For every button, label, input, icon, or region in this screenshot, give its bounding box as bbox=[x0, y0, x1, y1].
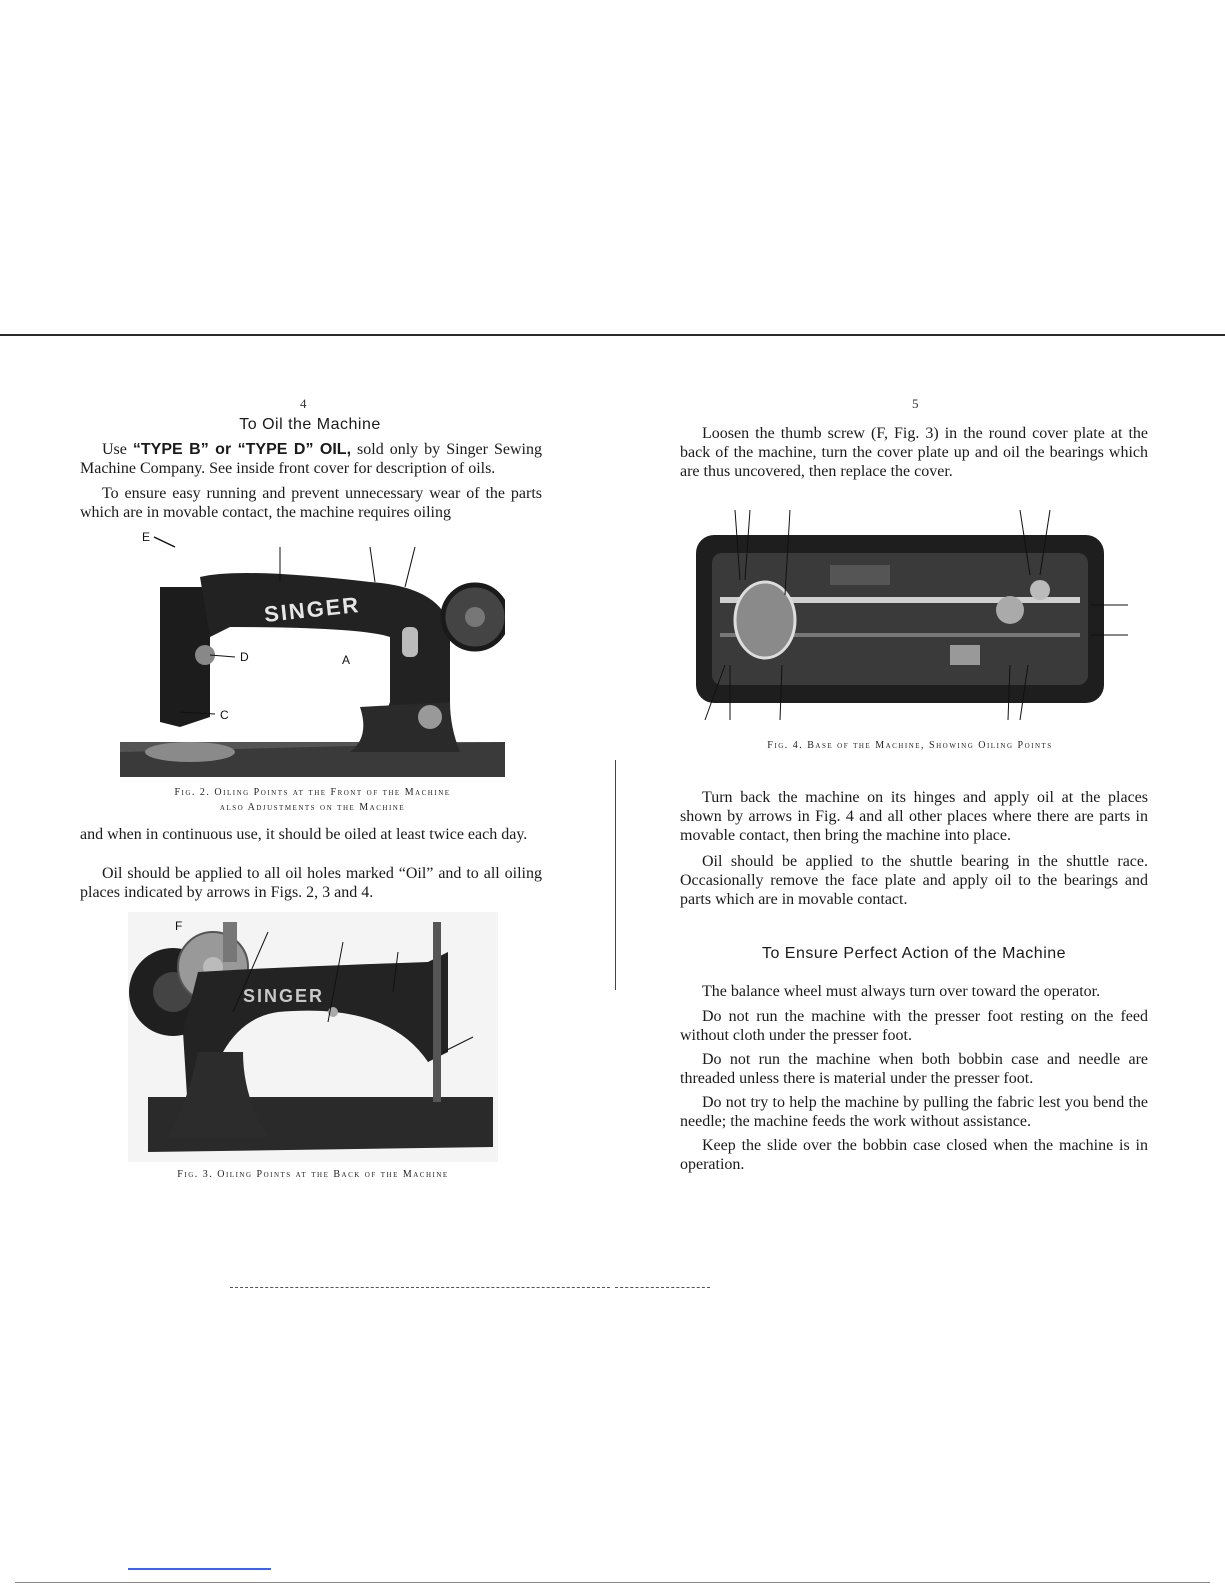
right-page-heading: To Ensure Perfect Action of the Machine bbox=[761, 945, 1067, 962]
figure-4-machine-base bbox=[690, 505, 1130, 730]
right-page-number: 5 bbox=[912, 396, 919, 411]
gutter-line bbox=[615, 760, 616, 990]
rule-pulling-fabric: Do not try to help the machine by pulling the fabric lest you bend the needle; the machine feeds the work without assistance. bbox=[680, 1094, 1148, 1130]
fig3-label-f: F bbox=[175, 919, 183, 933]
top-border-rule bbox=[0, 334, 1225, 336]
fig2-label-a: A bbox=[342, 653, 351, 667]
rule-balance-wheel: The balance wheel must always turn over toward the operator. bbox=[702, 983, 1101, 1000]
scan-smudge-right bbox=[615, 1287, 710, 1288]
fig2-label-e: E bbox=[142, 530, 151, 544]
scan-smudge-left bbox=[230, 1287, 610, 1288]
oil-holes-paragraph: Oil should be applied to all oil holes marked “Oil” and to all oiling places indicated by arrows in Figs. 2, 3 and 4. bbox=[80, 865, 542, 901]
oiling-intro-paragraph: To ensure easy running and prevent unnecessary wear of the parts which are in movable contact, the machine requires oiling bbox=[80, 485, 542, 521]
fig2-label-d: D bbox=[240, 650, 249, 664]
oil-type-rest: sold only by Singer Sewing Machine Company. See inside front cover for description of oils. bbox=[80, 441, 542, 477]
left-page-heading: To Oil the Machine bbox=[239, 416, 381, 433]
fig3-brand-logo: SINGER bbox=[243, 986, 325, 1006]
rule-threaded: Do not run the machine when both bobbin case and needle are threaded unless there is material under the presser foot. bbox=[680, 1051, 1148, 1087]
figure-3-caption: Fig. 3. Oiling Points at the Back of the Machine bbox=[177, 1169, 449, 1180]
figure-3-machine-back bbox=[128, 912, 498, 1162]
figure-2-caption-line-1: Fig. 2. Oiling Points at the Front of the Machine bbox=[174, 787, 451, 798]
fig2-brand-logo: SINGER bbox=[262, 592, 362, 627]
shuttle-bearing-paragraph: Oil should be applied to the shuttle bearing in the shuttle race. Occasionally remove the face plate and apply oil to the bearings and parts which are in movable contact. bbox=[680, 853, 1148, 908]
fig2-label-c: C bbox=[220, 708, 229, 722]
rule-presser-foot: Do not run the machine with the presser foot resting on the feed without cloth under the presser foot. bbox=[680, 1008, 1148, 1044]
bottom-border-rule bbox=[15, 1582, 1210, 1583]
hinges-paragraph: Turn back the machine on its hinges and apply oil at the places shown by arrows in Fig. 4 and all other places where there are parts in movable contact, then bring the machine into place. bbox=[680, 789, 1148, 844]
figure-2-machine-front bbox=[120, 527, 505, 777]
figure-4-caption: Fig. 4. Base of the Machine, Showing Oiling Points bbox=[767, 740, 1053, 751]
thumb-screw-paragraph: Loosen the thumb screw (F, Fig. 3) in the round cover plate at the back of the machine, turn the cover plate up and oil the bearings which are thus uncovered, then replace the cover. bbox=[680, 425, 1148, 480]
oil-type-paragraph bbox=[80, 440, 542, 478]
blue-underline-artifact bbox=[128, 1568, 271, 1570]
rule-bobbin-slide: Keep the slide over the bobbin case closed when the machine is in operation. bbox=[680, 1137, 1148, 1173]
continuous-use-paragraph: and when in continuous use, it should be oiled at least twice each day. bbox=[80, 826, 528, 843]
figure-2-caption bbox=[120, 785, 505, 815]
oil-type-bold: “TYPE B” or “TYPE D” OIL, bbox=[132, 441, 352, 458]
left-page-number: 4 bbox=[300, 396, 307, 411]
figure-2-caption-line-2: also Adjustments on the Machine bbox=[219, 802, 406, 813]
oil-type-prefix: Use bbox=[102, 441, 133, 458]
